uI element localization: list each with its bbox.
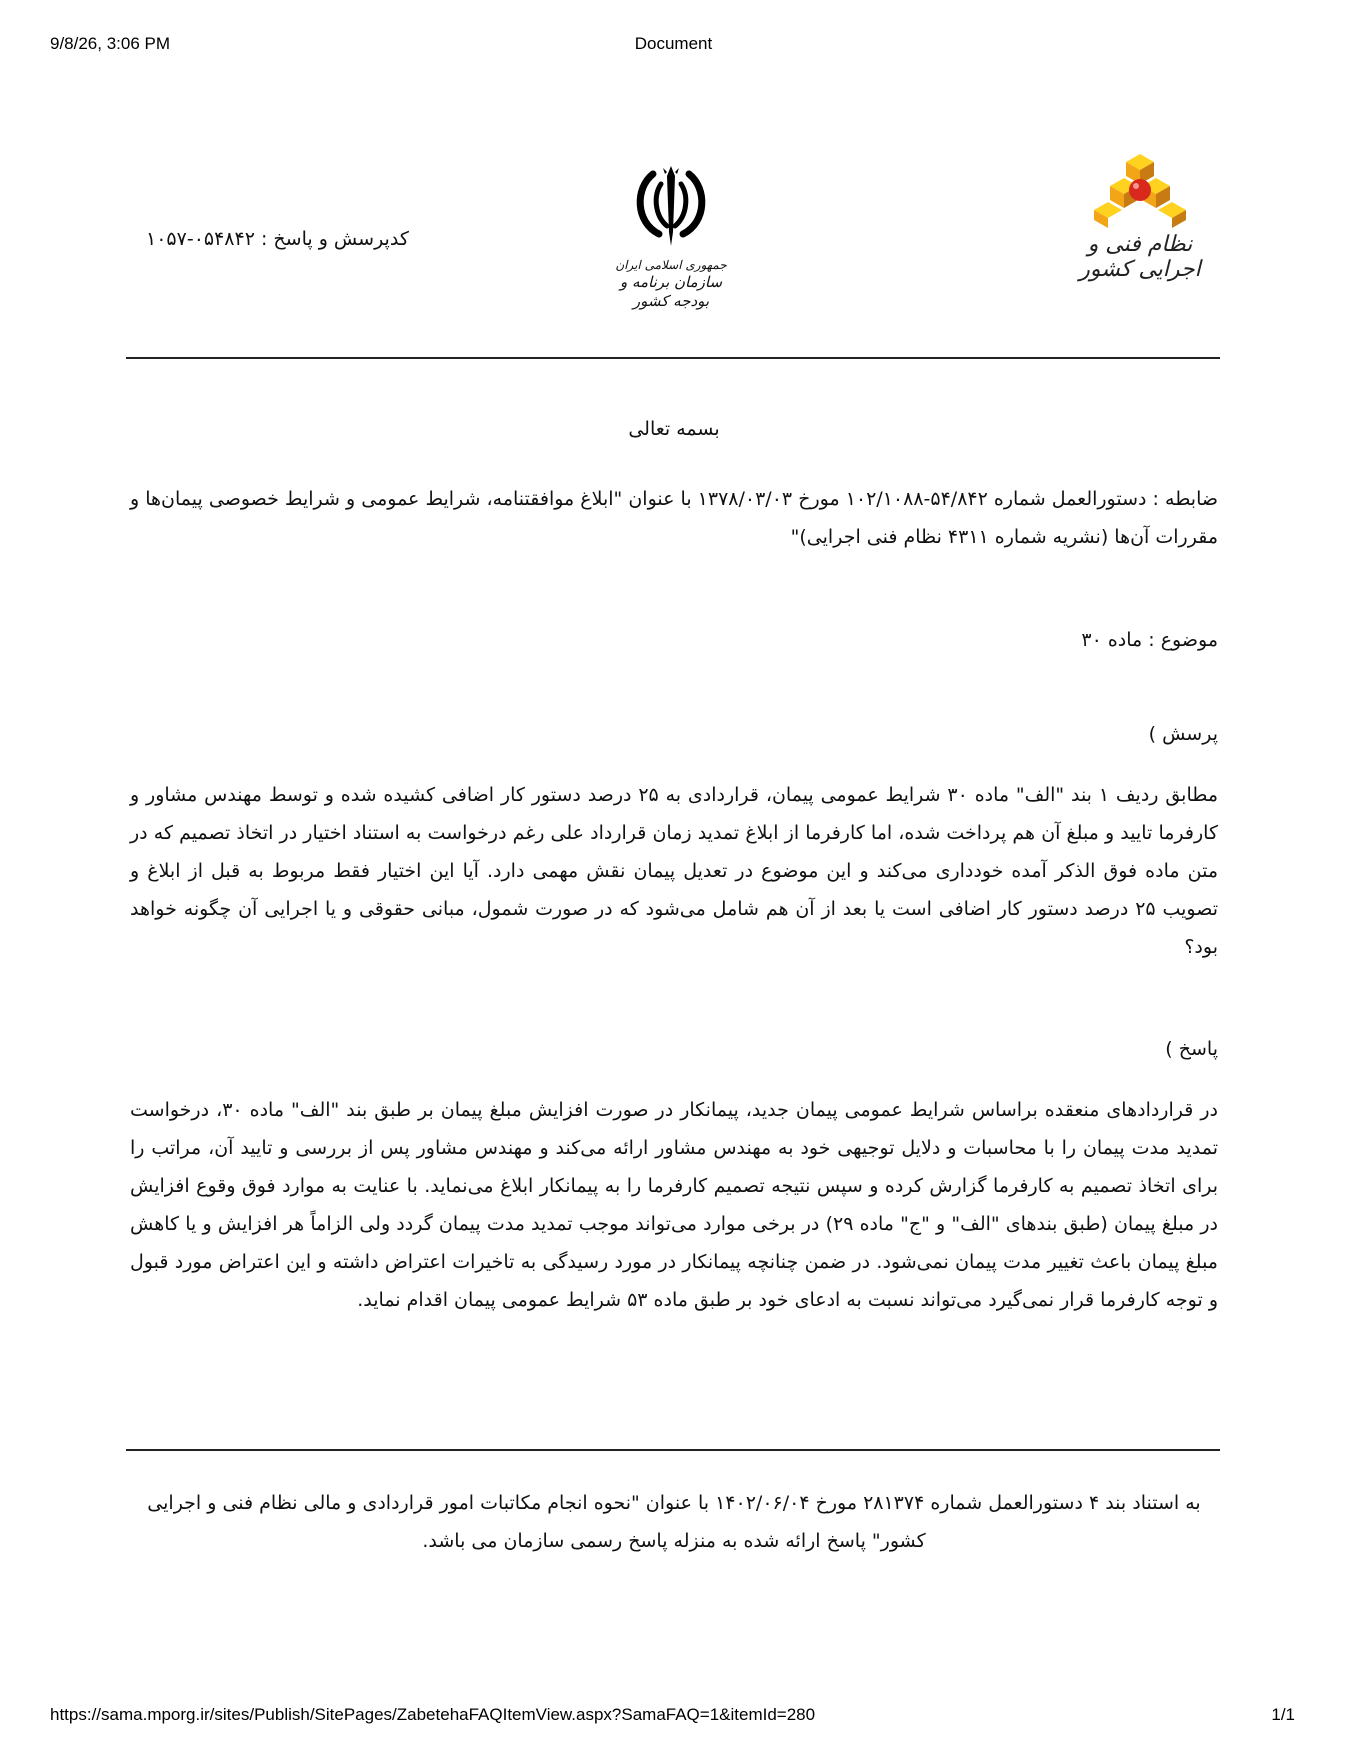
brand-name: نظام فنی و اجرایی کشور bbox=[1079, 232, 1201, 282]
print-title: Document bbox=[634, 34, 713, 53]
print-date: 9/8/26, 3:06 PM bbox=[50, 34, 171, 53]
regulation-block bbox=[130, 480, 1218, 556]
footer-divider bbox=[126, 1449, 1220, 1451]
answer-heading-block bbox=[130, 1030, 1218, 1068]
subject: موضوع : ماده ۳۰ bbox=[1081, 629, 1218, 651]
header-divider bbox=[126, 357, 1220, 359]
question-block bbox=[130, 776, 1218, 966]
invocation: بسمه تعالی bbox=[628, 418, 720, 440]
official-note-block bbox=[130, 1484, 1218, 1560]
print-header bbox=[0, 34, 1347, 56]
question-code bbox=[146, 228, 566, 250]
question-text: مطابق ردیف ۱ بند "الف" ماده ۳۰ شرایط عمومی پیمان، قراردادی به ۲۵ درصد دستور کار اضافی کشیده شده و توسط مهندس مشاور و کارفرما تایید و مبلغ آن هم پرداخت شده، اما کارفرما از ابلاغ تمدید زمان قرارداد علی رغم درخواست به استناد اختیار در اتخاذ تصمیم که در متن ماده فوق الذکر آمده خودداری می‌کند و این موضوع در تعدیل پیمان نقش مهمی دارد. آیا این اختیار فقط مربوط به قبل از ابلاغ و تصویب ۲۵ درصد دستور کار اضافی است یا بعد از آن هم شامل می‌شود که در صورت شمول، مبانی حقوقی و یا اجرایی آن چگونه خواهد بود؟ bbox=[130, 784, 1219, 958]
letterhead bbox=[126, 150, 1220, 325]
iran-emblem bbox=[606, 162, 736, 311]
question-code-value: ۰۵۴۸۴۲-۱۰۵۷ bbox=[146, 228, 255, 250]
subject-block bbox=[130, 621, 1218, 659]
answer-heading: پاسخ ) bbox=[1165, 1038, 1218, 1060]
iran-emblem-icon bbox=[625, 162, 717, 252]
answer-text: در قراردادهای منعقده براساس شرایط عمومی پیمان جدید، پیمانکار در صورت افزایش مبلغ پیمان بر طبق بند "الف" ماده ۳۰، درخواست تمدید مدت پیمان را با محاسبات و دلایل توجیهی خود به مهندس مشاور ارائه می‌کند و مهندس مشاور پس از بررسی و تایید آن، مراتب را برای اتخاذ تصمیم به کارفرما گزارش کرده و سپس نتیجه تصمیم کارفرما را به پیمانکار ابلاغ می‌نماید. با عنایت به موارد فوق وقوع افزایش در مبلغ پیمان (طبق بندهای "الف" و "ج" ماده ۲۹) در برخی موارد می‌تواند موجب تمدید مدت پیمان گردد ولی الزاماً هر افزایش و یا کاهش مبلغ پیمان باعث تغییر مدت پیمان نمی‌شود. در ضمن چنانچه پیمانکار در مورد رسیدگی به تاخیرات اعتراض داشته و این اعتراض مورد قبول و توجه کارفرما قرار نمی‌گیرد می‌تواند نسبت به ادعای خود بر طبق ماده ۵۳ شرایط عمومی پیمان اقدام نماید. bbox=[130, 1099, 1218, 1311]
print-page-number: 1/1 bbox=[1271, 1705, 1295, 1724]
invocation-block bbox=[130, 410, 1218, 448]
regulation-reference: ضابطه : دستورالعمل شماره ۵۴/۸۴۲-۱۰۲/۱۰۸۸ مورخ ۱۳۷۸/۰۳/۰۳ با عنوان "ابلاغ موافقتنامه، شرایط عمومی و شرایط خصوصی پیمان‌ها و مقررات آن‌ها (نشریه شماره ۴۳۱۱ نظام فنی اجرایی)" bbox=[130, 488, 1219, 548]
emblem-line-1: جمهوری اسلامی ایران bbox=[615, 258, 727, 272]
answer-block bbox=[130, 1091, 1218, 1319]
print-url: https://sama.mporg.ir/sites/Publish/SitePages/ZabetehaFAQItemView.aspx?SamaFAQ=1&itemId=280 bbox=[50, 1705, 816, 1724]
question-code-label: کدپرسش و پاسخ : bbox=[260, 228, 409, 250]
question-heading: پرسش ) bbox=[1148, 723, 1218, 745]
emblem-line-2: سازمان برنامه و بودجه کشور bbox=[619, 273, 723, 310]
cubes-logo-icon bbox=[1092, 150, 1188, 230]
brand-logo bbox=[1060, 150, 1220, 282]
question-heading-block bbox=[130, 715, 1218, 753]
official-note: به استناد بند ۴ دستورالعمل شماره ۲۸۱۳۷۴ مورخ ۱۴۰۲/۰۶/۰۴ با عنوان "نحوه انجام مکاتبات امور قراردادی و مالی نظام فنی و اجرایی کشور" پاسخ ارائه شده به منزله پاسخ رسمی سازمان می باشد. bbox=[147, 1492, 1201, 1552]
print-footer bbox=[0, 1705, 1347, 1727]
